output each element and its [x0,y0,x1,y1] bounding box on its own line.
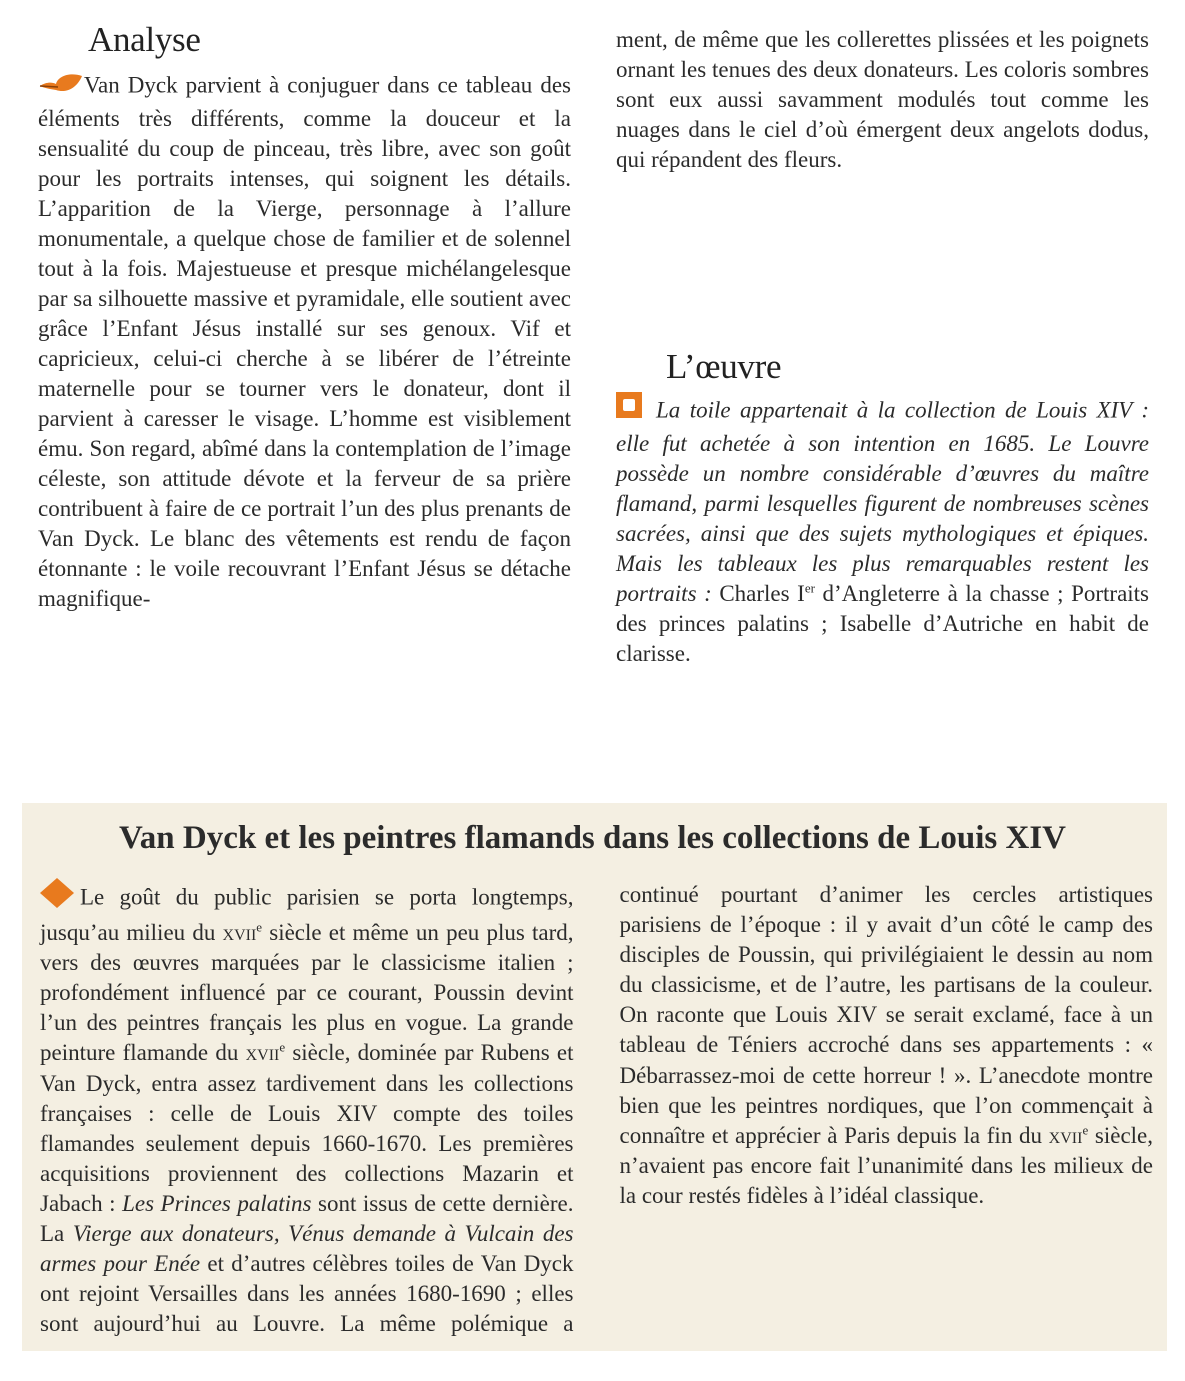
box-text-5-century: xvii [1048,1122,1083,1148]
leaf-icon [38,70,84,104]
box-text-4: sont issus de cette dernière. La [40,1190,574,1247]
oeuvre-roman-1: Charles I [719,581,805,606]
box-text-4-titles: Vierge aux donateurs, Vénus demande à Vulcain des armes pour Enée [40,1221,574,1277]
box-text-1-century: xvii [222,920,257,946]
box-text-2: siècle et même un peu plus tard, vers des œuvres marquées par le classicisme italien ; profondément influencé par ce courant, Poussin devint l’un des peintres français les plus en vogue. La grande peinture flamande du [40,920,574,1066]
box-text-5-sup: e [1082,1122,1089,1138]
box-text-3-title: Les Princes palatins [122,1190,312,1216]
box-text-1-sup: e [256,919,263,935]
oeuvre-roman-2: d’Angleterre à la chasse ; Portraits des princes palatins ; Isabelle d’Autriche en habit de clarisse. [616,581,1150,666]
analyse-right-column [616,25,1149,175]
box-text-3: siècle, dominée par Rubens et Van Dyck, entra assez tardivement dans les collections françaises : celle de Louis XIV compte des toiles flamandes seulement depuis 1660-1670. Les premières acquisitions proviennent des collections Mazarin et Jabach : [40,1040,574,1216]
box-text-2-century: xvii [245,1040,280,1066]
oeuvre-heading: L’œuvre [666,347,782,386]
sidebar-box-text [40,880,1153,1340]
box-text-5: et d’autres célèbres toiles de Van Dyck ont rejoint Versailles dans les années 1680-1690 ; elles sont aujourd’hui au Louvre. La même polémique a continué pourtant d’animer les cercles artistiques parisiens de l’époque : il y avait d’un côté le camp des disciples de Poussin, qui privilégiaient le dessin au nom du classicisme, et de l’autre, les partisans de la couleur. On raconte que Louis XIV se serait exclamé, face à un tableau de Téniers accroché dans ses appartements : « Débarrassez-moi de cette horreur ! ». L’anecdote montre bien que les peintres nordiques, que l’on commençait à connaître et apprécier à Paris depuis la fin du [40,882,1153,1337]
oeuvre-column [616,395,1149,669]
analyse-left-column [38,70,571,614]
analyse-left-text: Van Dyck parvient à conjuguer dans ce tableau des éléments très différents, comme la douceur et la sensualité du coup de pinceau, très libre, avec son goût pour les portraits intenses, qui soignent les détails. L’apparition de la Vierge, personnage à l’allure monumentale, a quelque chose de familier et de solennel tout à la fois. Majestueuse et presque michélangelesque par sa silhouette massive et pyramidale, elle soutient avec grâce l’Enfant Jésus installé sur ses genoux. Vif et capricieux, celui-ci cherche à se libérer de l’étreinte maternelle pour se tourner vers le donateur, dont il parvient à caresser le visage. L’homme est visiblement ému. Son regard, abîmé dans la contemplation de l’image céleste, son attitude dévote et la ferveur de sa prière contribuent à faire de ce portrait l’un des plus prenants de Van Dyck. Le blanc des vêtements est rendu de façon étonnante : le voile recouvrant l’Enfant Jésus se détache magnifique- [38,72,571,611]
square-bullet-icon [616,392,642,426]
sidebar-box-title: Van Dyck et les peintres flamands dans les collections de Louis XIV [119,820,1066,856]
analyse-right-text: ment, de même que les collerettes plissées et les poignets ornant les tenues des deux donateurs. Les coloris sombres sont eux aussi savamment modulés tout comme les nuages dans le ciel d’où émergent deux angelots dodus, qui répandent des fleurs. [616,27,1149,172]
oeuvre-italic-text: La toile appartenait à la collection de Louis XIV : elle fut achetée à son intention en 1685. Le Louvre possède un nombre considérable d’œuvres du maître flamand, parmi lesquelles figurent de nombreuses scènes sacrées, ainsi que des sujets mythologiques et épiques. Mais les tableaux les plus remarquables restent les portraits : [616,397,1149,606]
box-text-6: siècle, n’avaient pas encore fait l’unanimité dans les milieux de la cour restés fidèles à l’idéal classique. [619,1122,1153,1208]
box-text-2-sup: e [279,1039,286,1055]
oeuvre-roman-1-sup: er [804,580,815,596]
box-text-1: Le goût du public parisien se porta longtemps, jusqu’au milieu du [40,884,574,946]
analyse-heading: Analyse [88,20,201,59]
diamond-bullet-icon [40,878,74,916]
